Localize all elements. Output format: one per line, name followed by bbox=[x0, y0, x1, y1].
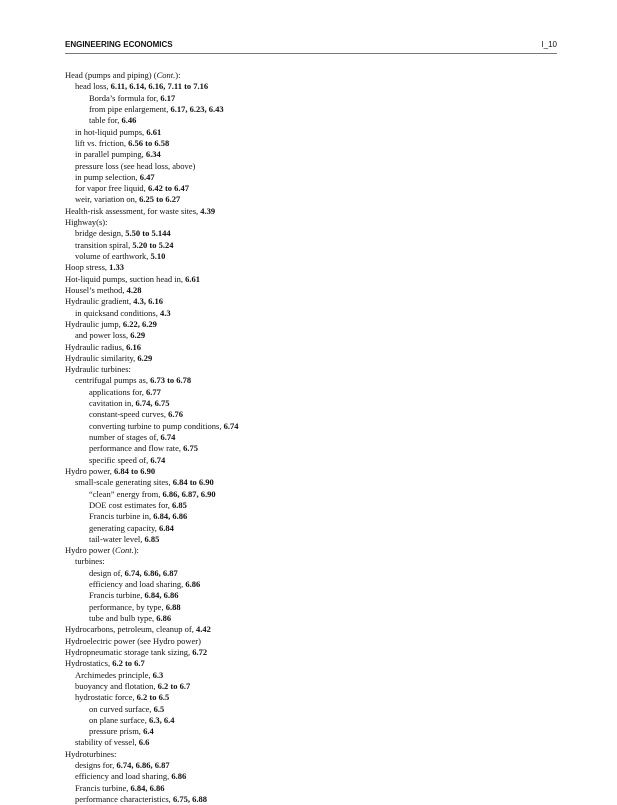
index-entry bbox=[65, 556, 565, 567]
entry-term: Hydraulic radius, bbox=[65, 341, 127, 352]
entry-page-refs: 6.84 bbox=[159, 522, 174, 533]
entry-page-refs: 6.46 bbox=[121, 115, 137, 126]
entry-page-refs: 4.3, 6.16 bbox=[133, 296, 163, 307]
index-entry bbox=[65, 647, 565, 658]
entry-page-refs: 6.74, 6.86, 6.87 bbox=[124, 567, 178, 578]
index-entry bbox=[65, 760, 565, 771]
entry-italic: Cont. bbox=[115, 545, 134, 556]
entry-term-suffix: ): bbox=[175, 70, 181, 80]
entry-term: transition spiral, bbox=[75, 239, 133, 250]
entry-term: pressure loss (see head loss, above) bbox=[75, 160, 196, 171]
index-entry bbox=[65, 161, 565, 172]
entry-term: Hot-liquid pumps, suction head in, bbox=[65, 273, 186, 284]
index-entry bbox=[65, 523, 565, 534]
entry-page-refs: 6.5 bbox=[153, 703, 165, 714]
index-entry bbox=[65, 511, 565, 522]
entry-term: specific speed of, bbox=[89, 454, 151, 465]
entry-page-refs: 6.47 bbox=[139, 171, 155, 182]
index-entry bbox=[65, 477, 565, 488]
index-entry bbox=[65, 409, 565, 420]
index-entry bbox=[65, 692, 565, 703]
index-entry bbox=[65, 398, 565, 409]
entry-term: Head (pumps and piping) ( bbox=[65, 70, 157, 80]
index-entry bbox=[65, 127, 565, 138]
running-header bbox=[65, 40, 557, 54]
entry-page-refs: 6.3 bbox=[152, 669, 164, 680]
entry-term: Francis turbine, bbox=[75, 782, 131, 793]
index-entry bbox=[65, 579, 565, 590]
index-entry bbox=[65, 70, 565, 81]
entry-term: Hydroelectric power (see Hydro power) bbox=[65, 635, 201, 646]
entry-page-refs: 6.84 to 6.90 bbox=[172, 477, 214, 488]
entry-term: DOE cost estimates for, bbox=[89, 499, 172, 510]
entry-term: volume of earthwork, bbox=[75, 251, 151, 261]
entry-page-refs: 6.56 to 6.58 bbox=[128, 137, 170, 148]
entry-term: number of stages of, bbox=[89, 432, 161, 442]
entry-term: Hydraulic jump, bbox=[65, 318, 123, 329]
entry-term: generating capacity, bbox=[89, 522, 160, 533]
index-entry bbox=[65, 670, 565, 681]
index-entry bbox=[65, 228, 565, 239]
entry-page-refs: 6.85 bbox=[144, 533, 160, 544]
index-entry bbox=[65, 715, 565, 726]
index-entry bbox=[65, 681, 565, 692]
entry-page-refs: 6.75 bbox=[183, 443, 199, 454]
entry-term: buoyancy and flotation, bbox=[75, 680, 158, 691]
book-title: ENGINEERING ECONOMICS bbox=[65, 40, 173, 49]
entry-page-refs: 6.6 bbox=[138, 737, 150, 748]
index-entry bbox=[65, 704, 565, 715]
entry-page-refs: 6.84, 6.86 bbox=[153, 511, 188, 522]
index-entry bbox=[65, 93, 565, 104]
index-entry bbox=[65, 319, 565, 330]
entry-term: in parallel pumping, bbox=[75, 149, 146, 160]
entry-page-refs: 6.77 bbox=[146, 386, 161, 397]
entry-term: Hydrocarbons, petroleum, cleanup of, bbox=[65, 624, 196, 635]
index-entry bbox=[65, 274, 565, 285]
index-entry bbox=[65, 783, 565, 794]
entry-page-refs: 6.86 bbox=[156, 613, 172, 623]
index-entry bbox=[65, 342, 565, 353]
index-entry bbox=[65, 590, 565, 601]
index-entry bbox=[65, 432, 565, 443]
entry-term: lift vs. friction, bbox=[75, 137, 129, 148]
entry-term-suffix: ): bbox=[133, 545, 139, 556]
page-number: I_10 bbox=[541, 40, 557, 49]
entry-term: in quicksand conditions, bbox=[75, 307, 160, 318]
entry-page-refs: 6.84, 6.86 bbox=[144, 590, 179, 601]
entry-page-refs: 6.75, 6.88 bbox=[172, 794, 207, 804]
index-entry bbox=[65, 206, 565, 217]
entry-term: design of, bbox=[89, 567, 125, 578]
entry-term: from pipe enlargement, bbox=[89, 103, 171, 114]
entry-term: Francis turbine, bbox=[89, 590, 145, 601]
entry-page-refs: 6.86 bbox=[185, 579, 201, 590]
entry-term: Hydrostatics, bbox=[65, 658, 113, 669]
entry-page-refs: 5.10 bbox=[150, 251, 166, 261]
index-entry bbox=[65, 262, 565, 273]
entry-page-refs: 6.2 to 6.7 bbox=[112, 658, 145, 669]
entry-term: performance and flow rate, bbox=[89, 443, 184, 454]
entry-page-refs: 6.2 to 6.7 bbox=[157, 680, 191, 691]
entry-page-refs: 6.76 bbox=[168, 409, 183, 420]
entry-term: hydrostatic force, bbox=[75, 692, 137, 703]
index-entry bbox=[65, 545, 565, 556]
entry-term: table for, bbox=[89, 115, 122, 126]
entry-page-refs: 4.39 bbox=[200, 205, 216, 216]
entry-term: designs for, bbox=[75, 760, 117, 771]
entry-term: converting turbine to pump conditions, bbox=[89, 420, 224, 431]
entry-term: for vapor free liquid, bbox=[75, 183, 148, 194]
entry-page-refs: 6.84, 6.86 bbox=[130, 782, 165, 793]
entry-term: Hydraulic turbines: bbox=[65, 364, 131, 375]
entry-page-refs: 6.17, 6.23, 6.43 bbox=[170, 103, 224, 114]
index-entry bbox=[65, 749, 565, 760]
entry-term: Health-risk assessment, for waste sites, bbox=[65, 205, 201, 216]
index-entry bbox=[65, 353, 565, 364]
entry-page-refs: 6.61 bbox=[146, 126, 162, 137]
entry-page-refs: 6.88 bbox=[165, 601, 181, 612]
entry-term: on plane surface, bbox=[89, 714, 149, 725]
index-entry bbox=[65, 534, 565, 545]
entry-term: stability of vessel, bbox=[75, 737, 139, 748]
entry-term: Housel’s method, bbox=[65, 284, 127, 295]
index-entry bbox=[65, 726, 565, 737]
entry-term: and power loss, bbox=[75, 330, 131, 341]
entry-page-refs: 5.20 to 5.24 bbox=[132, 239, 174, 250]
entry-page-refs: 4.28 bbox=[126, 284, 142, 295]
entry-page-refs: 6.11, 6.14, 6.16, 7.11 to 7.16 bbox=[110, 81, 209, 92]
entry-term: tube and bulb type, bbox=[89, 613, 157, 623]
entry-term: Francis turbine in, bbox=[89, 511, 154, 522]
entry-page-refs: 6.74 bbox=[223, 420, 239, 431]
entry-page-refs: 6.29 bbox=[137, 352, 153, 363]
index-entry bbox=[65, 172, 565, 183]
entry-term: Hydroturbines: bbox=[65, 748, 117, 759]
entry-page-refs: 6.22, 6.29 bbox=[122, 318, 157, 329]
entry-term: Hydraulic similarity, bbox=[65, 352, 138, 363]
entry-term: bridge design, bbox=[75, 228, 126, 239]
entry-page-refs: 6.84 to 6.90 bbox=[114, 465, 156, 476]
index-entry bbox=[65, 737, 565, 748]
entry-term: tail-water level, bbox=[89, 533, 145, 544]
entry-page-refs: 6.86, 6.87, 6.90 bbox=[162, 488, 216, 499]
entry-term: Hydro power, bbox=[65, 465, 114, 476]
entry-term: small-scale generating sites, bbox=[75, 477, 173, 488]
index-entry bbox=[65, 364, 565, 375]
entry-term: Highway(s): bbox=[65, 217, 108, 228]
index-entry bbox=[65, 636, 565, 647]
entry-term: turbines: bbox=[75, 556, 105, 567]
entry-term: performance characteristics, bbox=[75, 794, 173, 804]
entry-term: “clean” energy from, bbox=[89, 488, 163, 499]
index-entry bbox=[65, 149, 565, 160]
entry-term: Hoop stress, bbox=[65, 262, 110, 273]
entry-term: pressure prism, bbox=[89, 726, 144, 737]
entry-page-refs: 6.74 bbox=[150, 454, 166, 465]
entry-term: applications for, bbox=[89, 386, 147, 397]
index-entry bbox=[65, 217, 565, 228]
index-entry bbox=[65, 771, 565, 782]
index-entry bbox=[65, 387, 565, 398]
entry-term: in hot-liquid pumps, bbox=[75, 126, 147, 137]
entry-term: centrifugal pumps as, bbox=[75, 375, 151, 386]
index-entry bbox=[65, 81, 565, 92]
index-entry bbox=[65, 115, 565, 126]
entry-term: Hydraulic gradient, bbox=[65, 296, 134, 307]
entry-page-refs: 6.3, 6.4 bbox=[148, 714, 175, 725]
entry-page-refs: 4.42 bbox=[196, 624, 211, 635]
entry-page-refs: 5.50 to 5.144 bbox=[125, 228, 171, 239]
entry-page-refs: 6.86 bbox=[171, 771, 187, 782]
entry-page-refs: 1.33 bbox=[109, 262, 125, 273]
entry-page-refs: 4.3 bbox=[160, 307, 171, 318]
index-entry bbox=[65, 602, 565, 613]
index-entry bbox=[65, 183, 565, 194]
index-entry bbox=[65, 285, 565, 296]
index-entry bbox=[65, 194, 565, 205]
entry-italic: Cont. bbox=[156, 70, 176, 80]
index-entry bbox=[65, 104, 565, 115]
index-entry bbox=[65, 500, 565, 511]
entry-term: Hydropneumatic storage tank sizing, bbox=[65, 646, 193, 657]
index-entry bbox=[65, 466, 565, 477]
index-entry bbox=[65, 308, 565, 319]
entry-term: Archimedes principle, bbox=[75, 669, 153, 680]
entry-term: weir, variation on, bbox=[75, 194, 140, 205]
index-entry bbox=[65, 489, 565, 500]
entry-page-refs: 6.2 to 6.5 bbox=[136, 692, 170, 703]
index-entry bbox=[65, 624, 565, 635]
entry-page-refs: 6.73 to 6.78 bbox=[150, 375, 192, 386]
entry-page-refs: 6.61 bbox=[185, 273, 201, 284]
entry-page-refs: 6.34 bbox=[145, 149, 161, 160]
entry-page-refs: 6.74, 6.75 bbox=[135, 398, 170, 409]
entry-term: Hydro power ( bbox=[65, 545, 116, 556]
entry-term: performance, by type, bbox=[89, 601, 166, 612]
entry-term: on curved surface, bbox=[89, 703, 154, 714]
entry-page-refs: 6.74, 6.86, 6.87 bbox=[116, 760, 170, 771]
entry-page-refs: 6.42 to 6.47 bbox=[147, 183, 190, 194]
entry-term: head loss, bbox=[75, 81, 111, 92]
entry-term: efficiency and load sharing, bbox=[89, 579, 186, 590]
index-entry bbox=[65, 443, 565, 454]
entry-page-refs: 6.72 bbox=[192, 646, 208, 657]
entry-term: in pump selection, bbox=[75, 171, 140, 182]
index-list bbox=[65, 70, 565, 805]
index-entry bbox=[65, 658, 565, 669]
entry-term: constant-speed curves, bbox=[89, 409, 169, 420]
index-entry bbox=[65, 455, 565, 466]
index-entry bbox=[65, 240, 565, 251]
index-entry bbox=[65, 375, 565, 386]
index-entry bbox=[65, 613, 565, 624]
index-entry bbox=[65, 421, 565, 432]
index-entry bbox=[65, 138, 565, 149]
entry-page-refs: 6.16 bbox=[126, 341, 142, 352]
index-entry bbox=[65, 568, 565, 579]
entry-page-refs: 6.29 bbox=[130, 330, 146, 341]
entry-term: efficiency and load sharing, bbox=[75, 771, 172, 782]
entry-page-refs: 6.4 bbox=[143, 726, 154, 737]
index-entry bbox=[65, 296, 565, 307]
entry-page-refs: 6.25 to 6.27 bbox=[139, 194, 181, 205]
entry-page-refs: 6.85 bbox=[172, 499, 187, 510]
entry-term: cavitation in, bbox=[89, 398, 136, 409]
entry-page-refs: 6.74 bbox=[160, 432, 176, 442]
index-entry bbox=[65, 330, 565, 341]
index-entry bbox=[65, 251, 565, 262]
entry-term: Borda’s formula for, bbox=[89, 92, 161, 103]
entry-page-refs: 6.17 bbox=[160, 92, 176, 103]
